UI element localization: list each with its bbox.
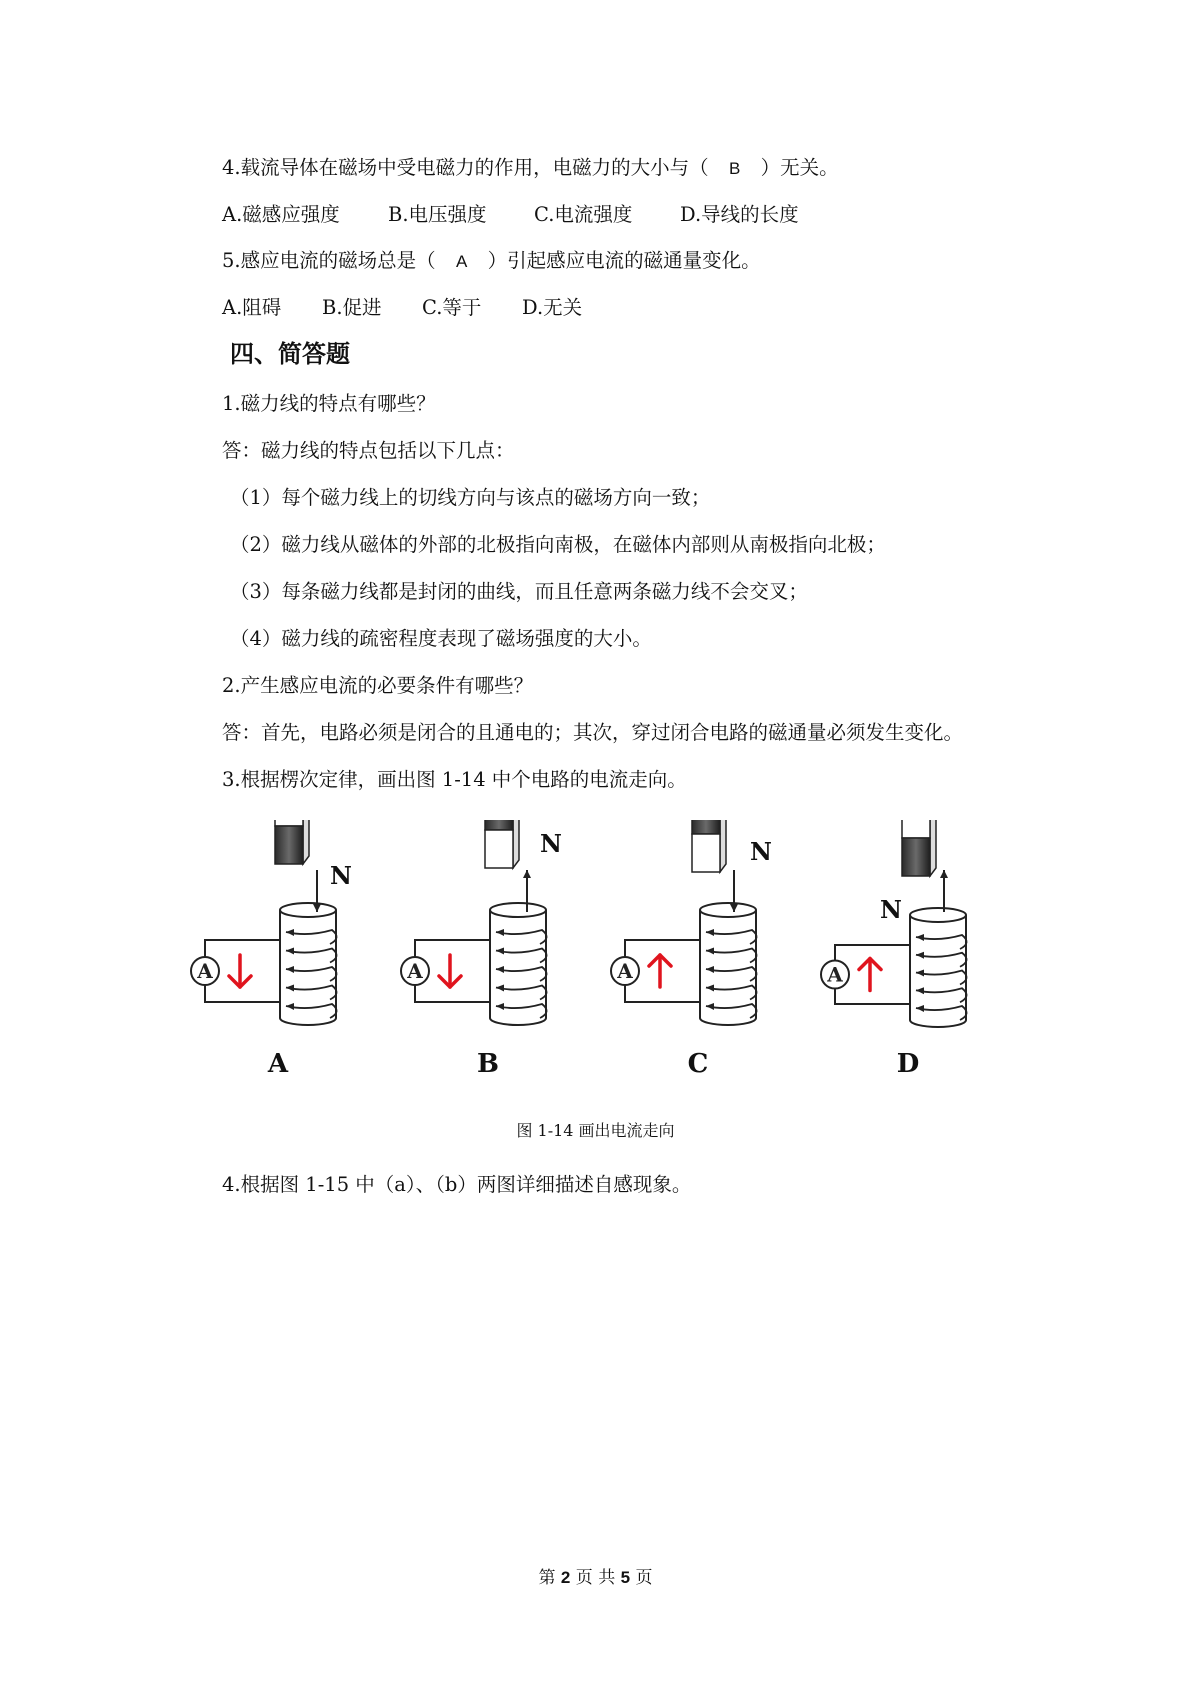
- magnet-motion-arrow-down: [313, 870, 321, 912]
- question-4: [222, 153, 839, 184]
- current-arrow-down: [439, 955, 461, 987]
- panel-label: B: [477, 1049, 499, 1079]
- north-pole-label: N: [750, 837, 772, 866]
- q5-option-a: A.阻碍: [222, 296, 282, 319]
- footer-total-pages: 5: [620, 1568, 631, 1587]
- q4-options: [222, 200, 799, 230]
- north-pole-label: N: [880, 895, 902, 924]
- q4-option-c: C.电流强度: [534, 203, 633, 226]
- q4-option-b: B.电压强度: [388, 203, 487, 226]
- solenoid-coil: [280, 903, 337, 1025]
- q5-option-d: D.无关: [522, 296, 583, 319]
- sq4-question: 4.根据图 1-15 中（a）、（b）两图详细描述自感现象。: [222, 1173, 692, 1196]
- ammeter-label: A: [827, 962, 843, 987]
- sq2-question: 2.产生感应电流的必要条件有哪些？: [222, 674, 534, 697]
- footer-page-number: 2: [560, 1568, 571, 1587]
- q4-option-a: A.磁感应强度: [222, 203, 340, 226]
- sq2-answer: 答：首先，电路必须是闭合的且通电的；其次，穿过闭合电路的磁通量必须发生变化。: [222, 721, 964, 744]
- footer-text-3: 页: [635, 1568, 653, 1588]
- sq1-point-2: （2）磁力线从磁体的外部的北极指向南极，在磁体内部则从南极指向北极；: [230, 533, 886, 556]
- sq1-answer-intro: 答：磁力线的特点包括以下几点：: [222, 439, 515, 462]
- sq1-point-3: （3）每条磁力线都是封闭的曲线，而且任意两条磁力线不会交叉；: [230, 580, 808, 603]
- magnet-motion-arrow-down: [730, 870, 738, 912]
- bar-magnet: [902, 820, 936, 876]
- section-title: 四、简答题: [230, 339, 350, 368]
- figure-caption: 图 1-14 画出电流走向: [516, 1121, 675, 1140]
- current-arrow-down: [229, 955, 251, 987]
- panel-label: C: [687, 1049, 709, 1079]
- current-arrow-up: [859, 959, 881, 991]
- q4-answer: B: [728, 159, 741, 178]
- north-pole-label: N: [540, 829, 562, 858]
- circuit-panel-c: [611, 820, 772, 1079]
- bar-magnet: [275, 820, 309, 864]
- q4-prefix: 4.载流导体在磁场中受电磁力的作用，电磁力的大小与（: [222, 156, 709, 179]
- current-arrow-up: [649, 955, 671, 987]
- footer-text-1: 第: [538, 1568, 556, 1588]
- bar-magnet: [485, 820, 519, 868]
- sq3-question: 3.根据楞次定律，画出图 1-14 中个电路的电流走向。: [222, 768, 687, 791]
- page-footer: [0, 1563, 1191, 1588]
- q4-suffix: ）无关。: [760, 156, 839, 179]
- footer-text-2: 页 共: [575, 1568, 616, 1588]
- solenoid-coil: [910, 908, 967, 1027]
- q5-option-b: B.促进: [322, 296, 382, 319]
- q5-suffix: ）引起感应电流的磁通量变化。: [487, 249, 761, 272]
- sq1-point-4: （4）磁力线的疏密程度表现了磁场强度的大小。: [230, 627, 652, 650]
- circuit-panel-a: [191, 820, 352, 1079]
- circuit-panel-d: [821, 820, 967, 1079]
- bar-magnet: [692, 820, 726, 872]
- q5-options: [222, 293, 582, 323]
- solenoid-coil: [700, 903, 757, 1025]
- q5-option-c: C.等于: [422, 296, 482, 319]
- solenoid-coil: [490, 903, 547, 1025]
- panel-label: A: [267, 1049, 289, 1079]
- sq1-point-1: （1）每个磁力线上的切线方向与该点的磁场方向一致；: [230, 486, 711, 509]
- ammeter-label: A: [197, 959, 213, 983]
- north-pole-label: N: [330, 861, 352, 890]
- ammeter-label: A: [617, 959, 633, 983]
- q5-answer: A: [455, 252, 468, 271]
- circuit-panel-b: [401, 820, 562, 1079]
- magnet-motion-arrow-up: [940, 870, 948, 912]
- q4-option-d: D.导线的长度: [680, 203, 799, 226]
- figure-1-14: [180, 820, 1030, 1090]
- panel-label: D: [896, 1049, 920, 1079]
- sq1-question: 1.磁力线的特点有哪些？: [222, 392, 436, 415]
- question-5: [222, 246, 761, 277]
- ammeter-label: A: [407, 959, 423, 983]
- q5-prefix: 5.感应电流的磁场总是（: [222, 249, 436, 272]
